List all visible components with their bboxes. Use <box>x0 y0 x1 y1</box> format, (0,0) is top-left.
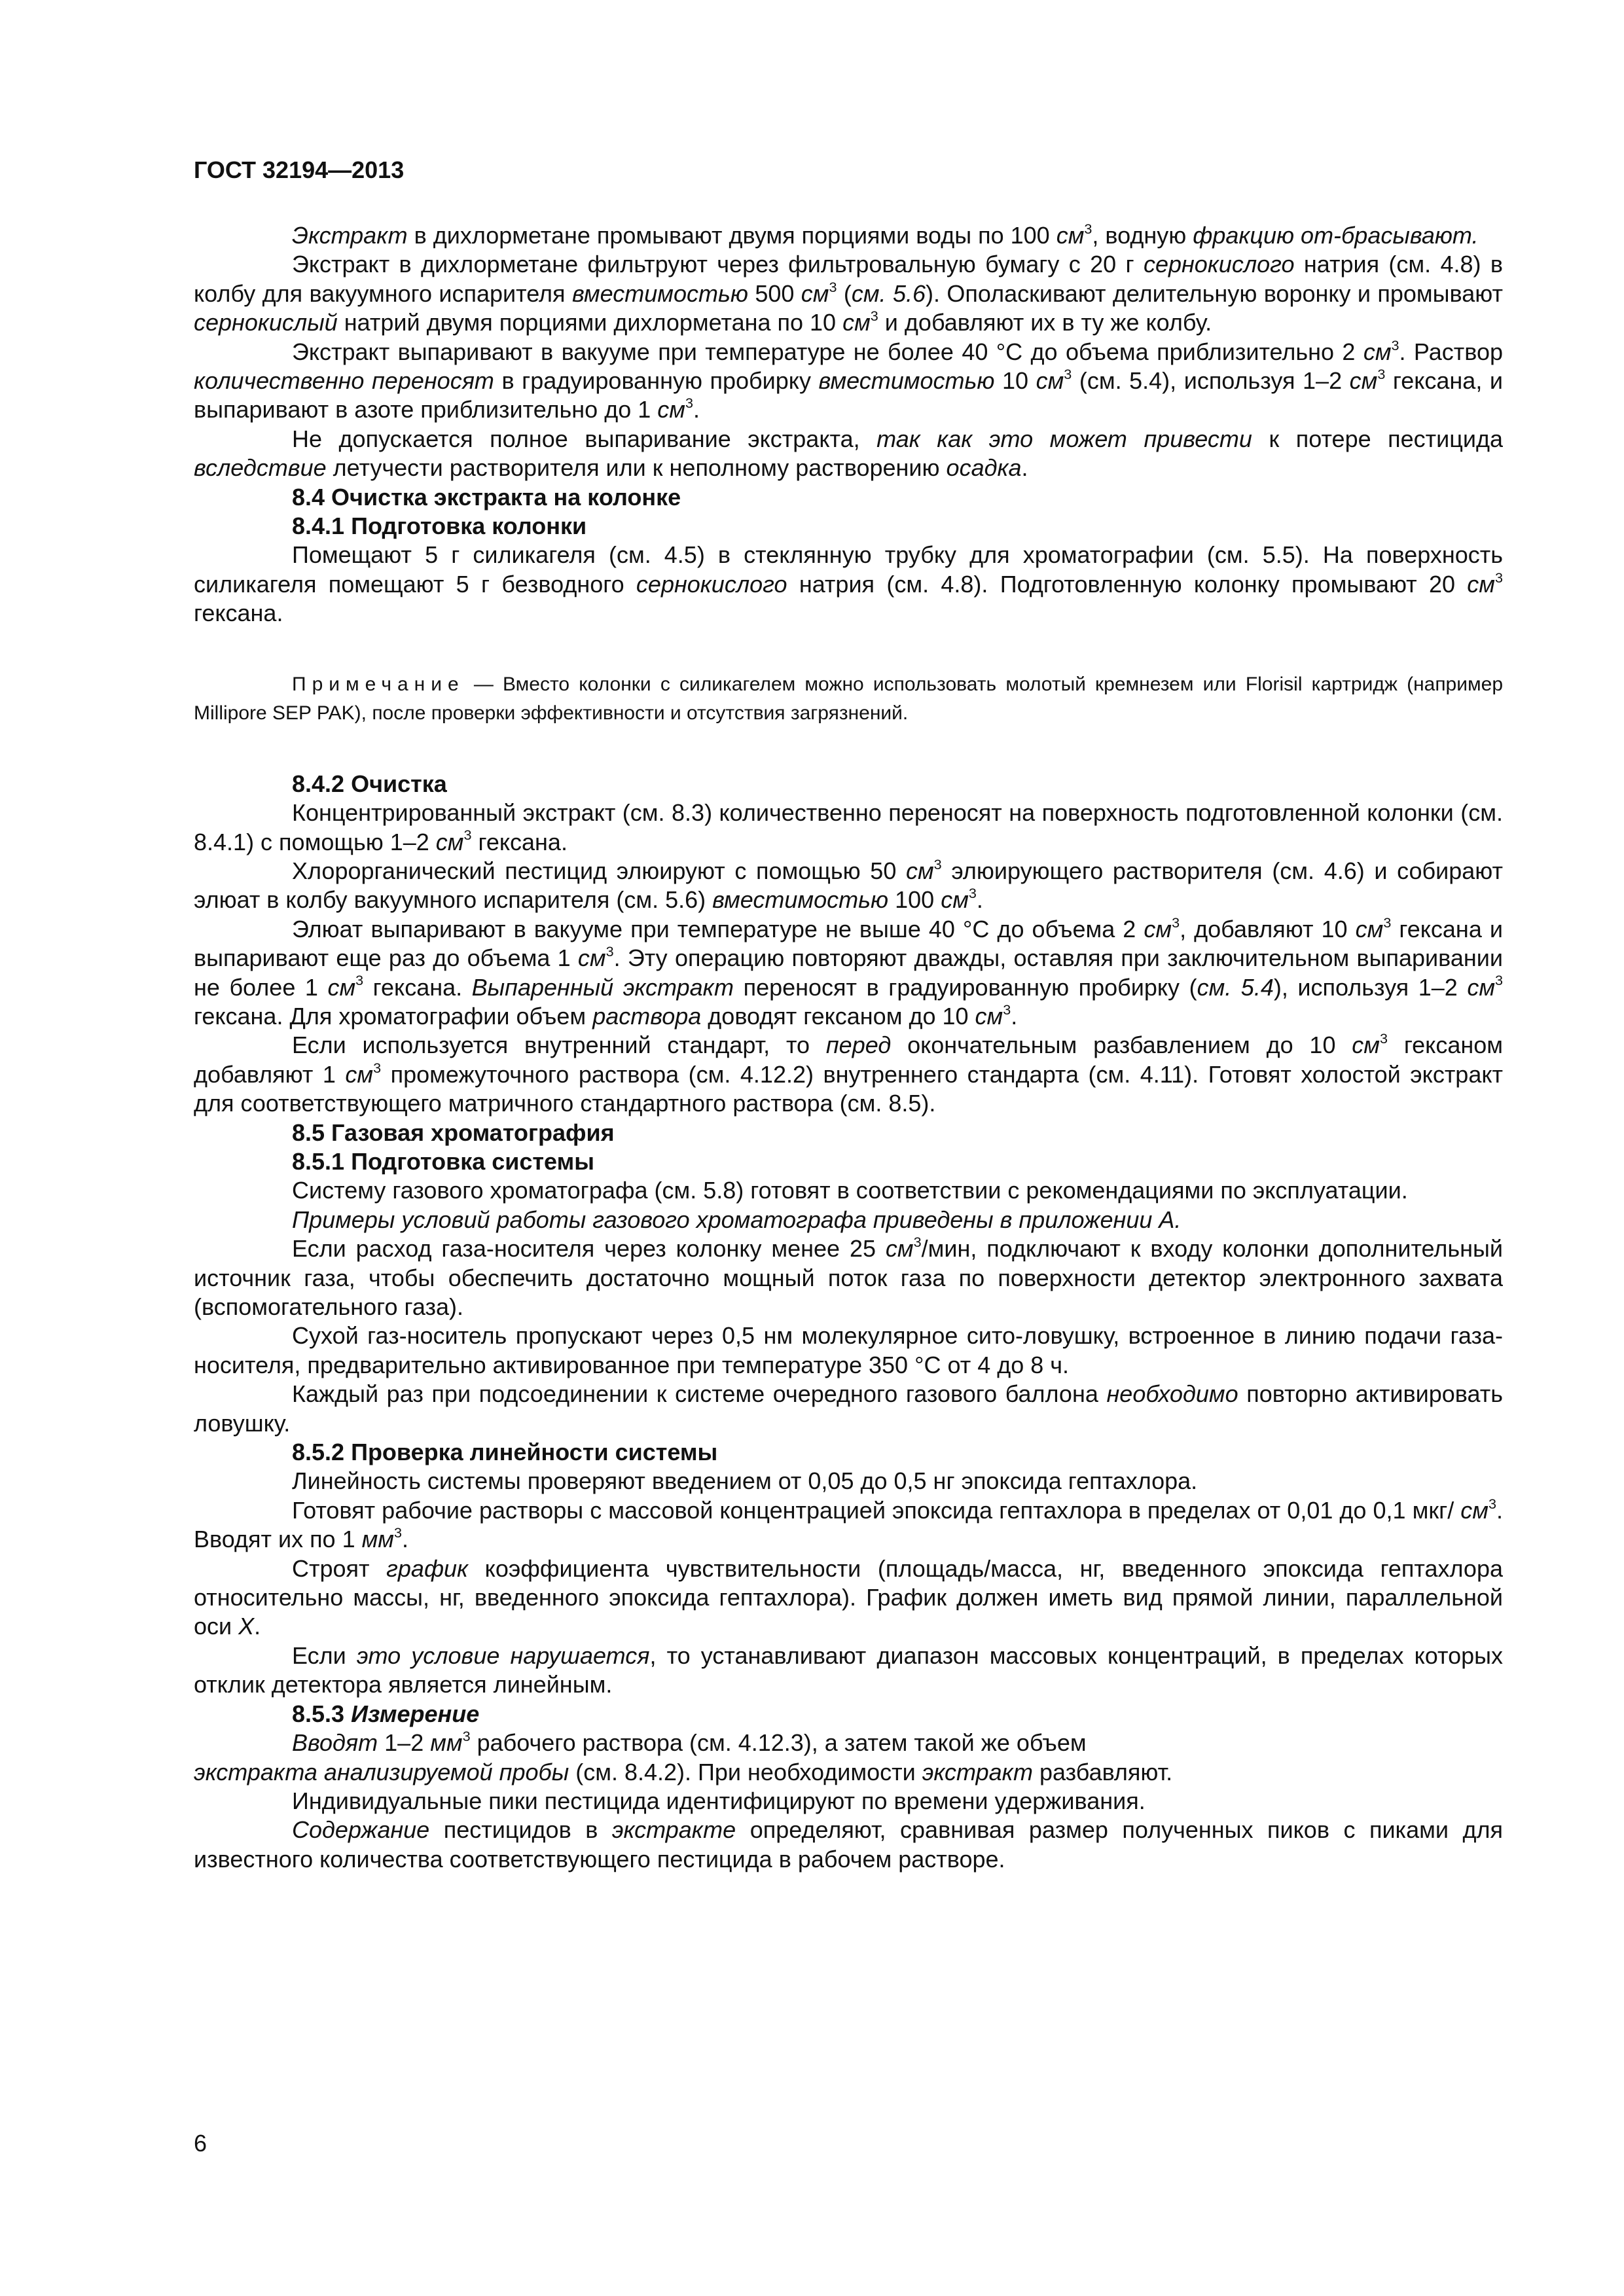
italic-text: см <box>1460 1496 1489 1524</box>
italic-text: см <box>345 1060 374 1088</box>
text: коэффициента чувствительности (площадь/масса, нг, введенного эпоксида гептахлора относительно массы, нг, введенного эпоксида гептахлора). График должен иметь вид прямой линии, параллельной оси <box>194 1554 1503 1640</box>
text: Готовят рабочие растворы с массовой концентрацией эпоксида гептахлора в пределах от 0,01 до 0,1 мкг/ <box>292 1496 1461 1524</box>
superscript: 3 <box>1064 365 1072 382</box>
superscript: 3 <box>1383 914 1392 931</box>
text: ). Ополаскивают делительную воронку и промывают <box>926 279 1504 307</box>
superscript: 3 <box>462 1727 471 1744</box>
text: . Раствор <box>1399 338 1503 365</box>
section-heading-8-4-1: 8.4.1 Подготовка колонки <box>292 512 587 540</box>
note-text: — Вместо колонки с силикагелем можно использовать молотый кремнезем или Florisil картридж (например Millipore SEP PAK), после проверки эффективности и отсутствия загрязнений. <box>194 673 1503 724</box>
italic-text: вследствие <box>194 454 327 482</box>
text: разбавляют. <box>1033 1758 1173 1785</box>
heading-number: 8.5.3 <box>292 1700 352 1727</box>
paragraph: Линейность системы проверяют введением от 0,05 до 0,5 нг эпоксида гептахлора. <box>292 1467 1198 1495</box>
text: . Эту операцию повторяют дважды, оставляя при заключительном выпаривании не более 1 <box>194 944 1503 1001</box>
italic-text: см <box>941 886 969 914</box>
italic-text: фракцию от-брасывают. <box>1193 222 1479 249</box>
text: в дихлорметане промывают двумя порциями воды по 100 <box>407 222 1056 249</box>
text: рабочего раствора (см. 4.12.3), а затем такой же объем <box>470 1729 1087 1757</box>
italic-text: см <box>577 944 606 972</box>
italic-text: Экстракт <box>292 222 408 249</box>
italic-text: см <box>1352 1031 1380 1059</box>
text: Строят <box>292 1554 387 1582</box>
italic-text: сернокислого <box>636 570 787 598</box>
italic-text: сернокислый <box>194 309 338 336</box>
italic-text: количественно переносят <box>194 367 494 395</box>
text: пестицидов в <box>429 1816 612 1844</box>
text: Если <box>292 1641 357 1669</box>
italic-text: вместимостью <box>712 886 889 914</box>
italic-text: перед <box>825 1031 892 1059</box>
text: летучести растворителя или к неполному растворению <box>326 454 947 482</box>
italic-text: см <box>1036 367 1064 395</box>
paragraph <box>194 250 1503 337</box>
superscript: 3 <box>1495 972 1504 989</box>
italic-text: раствора <box>592 1002 702 1030</box>
text: повторно активировать ловушку. <box>194 1380 1503 1437</box>
italic-text: см <box>435 828 464 855</box>
italic-text: экстракт <box>922 1758 1034 1785</box>
text: гексана. <box>194 600 283 627</box>
section-heading-8-4: 8.4 Очистка экстракта на колонке <box>292 483 681 511</box>
superscript: 3 <box>913 1234 922 1251</box>
italic-text: см <box>657 396 685 423</box>
paragraph <box>194 1234 1503 1321</box>
text: Каждый раз при подсоединении к системе очередного газового баллона <box>292 1380 1107 1408</box>
italic-text: это условие нарушается <box>356 1641 650 1669</box>
italic-text: см <box>1144 915 1172 942</box>
text: Если расход газа-носителя через колонку менее 25 <box>292 1235 886 1263</box>
paragraph <box>194 1554 1503 1641</box>
italic-text: мм <box>361 1526 394 1553</box>
text: в градуированную пробирку <box>494 367 819 395</box>
italic-text: см. 5.4 <box>1197 973 1274 1001</box>
text: , то устанавливают диапазон массовых концентраций, в пределах которых отклик детектора является линейным. <box>194 1641 1503 1698</box>
text: натрий двумя порциями дихлорметана по 10 <box>337 309 843 336</box>
text: . <box>976 886 983 914</box>
text: ( <box>837 279 852 307</box>
italic-text: см. 5.6 <box>851 279 926 307</box>
document-body <box>194 221 1503 1874</box>
text: Экстракт выпаривают в вакууме при температуре не более 40 °С до объема приблизительно 2 <box>292 338 1363 365</box>
italic-text: мм <box>430 1729 463 1757</box>
superscript: 3 <box>870 308 878 325</box>
paragraph: Сухой газ-носитель пропускают через 0,5 нм молекулярное сито-ловушку, встроенное в линию подачи газа-носителя, предварительно активированное при температуре 350 °С от 4 до 8 ч. <box>194 1322 1503 1378</box>
italic-text: см <box>1349 367 1378 395</box>
paragraph <box>194 221 1503 250</box>
italic-text: осадка <box>946 454 1022 482</box>
italic-text: см <box>905 857 934 884</box>
italic-text: см <box>975 1002 1003 1030</box>
text: . <box>1021 454 1028 482</box>
paragraph <box>194 338 1503 425</box>
paragraph-italic <box>194 1206 1503 1234</box>
text: /мин, подключают к входу колонки дополнительный источник газа, чтобы обеспечить достаточно мощный поток газа по поверхности детектор электронного захвата (вспомогательного газа). <box>194 1235 1503 1320</box>
text: 100 <box>888 886 941 914</box>
note <box>194 670 1503 728</box>
superscript: 3 <box>605 943 614 960</box>
paragraph <box>194 1641 1503 1700</box>
italic-text: вместимостью <box>571 279 748 307</box>
text: промежуточного раствора (см. 4.12.2) внутреннего стандарта (см. 4.11). Готовят холостой экстракт для соответствующего матричного стандартного раствора (см. 8.5). <box>194 1060 1503 1117</box>
italic-text: экстракте <box>611 1816 736 1844</box>
text: гексаном добавляют 1 <box>194 1031 1504 1088</box>
paragraph <box>194 1729 1503 1787</box>
superscript: 3 <box>1494 569 1503 586</box>
heading-title: Измерение <box>351 1700 480 1727</box>
superscript: 3 <box>463 827 472 844</box>
superscript: 3 <box>1084 220 1092 237</box>
text: натрия (см. 4.8). Подготовленную колонку промывают 20 <box>787 570 1468 598</box>
text: . <box>693 396 700 423</box>
section-heading-8-5: 8.5 Газовая хроматография <box>292 1119 615 1146</box>
italic-text: см <box>842 309 871 336</box>
italic-text: см <box>1056 222 1085 249</box>
text: гексана, и выпаривают в азоте приблизительно до 1 <box>194 367 1503 423</box>
italic-text: так как это может привести <box>876 425 1252 452</box>
italic-text: вместимостью <box>818 367 995 395</box>
text: гексана. Для хроматографии объем <box>194 1002 593 1030</box>
superscript: 3 <box>1488 1495 1496 1512</box>
text: 10 <box>994 367 1036 395</box>
italic-text: Примеры условий работы газового хроматографа приведены в приложении А. <box>292 1206 1182 1233</box>
italic-text: Выпаренный экстракт <box>471 973 734 1001</box>
section-heading-8-5-3 <box>194 1700 1503 1729</box>
italic-text: см <box>885 1235 914 1263</box>
paragraph: Индивидуальные пики пестицида идентифицируют по времени удерживания. <box>292 1787 1146 1814</box>
italic-text: Содержание <box>292 1816 430 1844</box>
superscript: 3 <box>355 972 364 989</box>
paragraph <box>194 1380 1503 1438</box>
italic-text: X <box>238 1613 255 1640</box>
text: 500 <box>748 279 801 307</box>
text: (см. 5.4), используя 1–2 <box>1072 367 1350 395</box>
italic-text: график <box>386 1554 469 1582</box>
superscript: 3 <box>1003 1001 1011 1018</box>
text: к потере пестицида <box>1252 425 1504 452</box>
paragraph <box>194 425 1503 483</box>
text: гексана. <box>363 973 472 1001</box>
italic-text: см <box>1467 570 1495 598</box>
superscript: 3 <box>1172 914 1180 931</box>
text: , добавляют 10 <box>1180 915 1356 942</box>
section-heading-8-5-1: 8.5.1 Подготовка системы <box>292 1147 594 1175</box>
paragraph <box>194 1496 1503 1554</box>
text: гексана. <box>471 828 568 855</box>
italic-text: сернокислого <box>1143 251 1295 278</box>
page-number: 6 <box>194 2130 208 2157</box>
superscript: 3 <box>373 1059 382 1076</box>
italic-text: необходимо <box>1106 1380 1238 1408</box>
text: определяют, сравнивая размер полученных пиков с пиками для известного количества соответствующего пестицида в рабочем растворе. <box>194 1816 1503 1873</box>
superscript: 3 <box>685 395 693 412</box>
paragraph <box>194 857 1503 915</box>
text: Экстракт в дихлорметане фильтруют через фильтровальную бумагу с 20 г <box>292 251 1144 278</box>
paragraph: Систему газового хроматографа (см. 5.8) готовят в соответствии с рекомендациями по эксплуатации. <box>292 1177 1408 1204</box>
text: натрия (см. 4.8) в колбу для вакуумного испарителя <box>194 251 1503 307</box>
text: элюирующего растворителя (см. 4.6) и собирают элюат в колбу вакуумного испарителя (см. 5.6) <box>194 857 1503 914</box>
text: (см. 8.4.2). При необходимости <box>569 1758 922 1785</box>
italic-text: экстракта анализируемой пробы <box>194 1758 569 1785</box>
text: , водную <box>1092 222 1193 249</box>
text: переносят в градуированную пробирку ( <box>734 973 1197 1001</box>
superscript: 3 <box>968 885 977 902</box>
italic-text: см <box>1363 338 1392 365</box>
section-heading-8-5-2: 8.5.2 Проверка линейности системы <box>292 1439 718 1466</box>
italic-text: Вводят <box>292 1729 378 1757</box>
italic-text: см <box>327 973 356 1001</box>
paragraph <box>194 915 1503 1031</box>
paragraph <box>194 1031 1503 1118</box>
italic-text: см <box>801 279 829 307</box>
text: . <box>401 1526 408 1553</box>
text: . Вводят их по 1 <box>194 1496 1503 1553</box>
text: 1–2 <box>378 1729 431 1757</box>
section-heading-8-4-2: 8.4.2 Очистка <box>292 770 447 797</box>
superscript: 3 <box>829 278 837 295</box>
text: окончательным разбавлением до 10 <box>891 1031 1352 1059</box>
paragraph <box>194 541 1503 628</box>
italic-text: см <box>1355 915 1384 942</box>
text: Если используется внутренний стандарт, то <box>292 1031 826 1059</box>
text: Не допускается полное выпаривание экстракта, <box>292 425 877 452</box>
text: и добавляют их в ту же колбу. <box>878 309 1212 336</box>
superscript: 3 <box>1391 336 1399 353</box>
text: гексана и выпаривают еще раз до объема 1 <box>194 915 1503 972</box>
paragraph <box>194 798 1503 857</box>
text: Концентрированный экстракт (см. 8.3) количественно переносят на поверхность подготовленной колонки (см. 8.4.1) с помощью 1–2 <box>194 799 1503 855</box>
text: . <box>1011 1002 1018 1030</box>
text: Помещают 5 г силикагеля (см. 4.5) в стеклянную трубку для хроматографии (см. 5.5). На поверхность силикагеля помещают 5 г безводного <box>194 541 1503 598</box>
text: доводят гексаном до 10 <box>701 1002 975 1030</box>
note-label: Примечание <box>292 673 465 695</box>
superscript: 3 <box>933 855 942 872</box>
document-header: ГОСТ 32194—2013 <box>194 156 405 183</box>
paragraph <box>194 1816 1503 1874</box>
superscript: 3 <box>393 1524 402 1541</box>
italic-text: см <box>1467 973 1495 1001</box>
text: ), используя 1–2 <box>1273 973 1468 1001</box>
text: . <box>254 1613 261 1640</box>
superscript: 3 <box>1379 1030 1388 1047</box>
text: Элюат выпаривают в вакууме при температуре не выше 40 °С до объема 2 <box>292 915 1144 942</box>
superscript: 3 <box>1377 365 1386 382</box>
text: Хлорорганический пестицид элюируют с помощью 50 <box>292 857 906 884</box>
